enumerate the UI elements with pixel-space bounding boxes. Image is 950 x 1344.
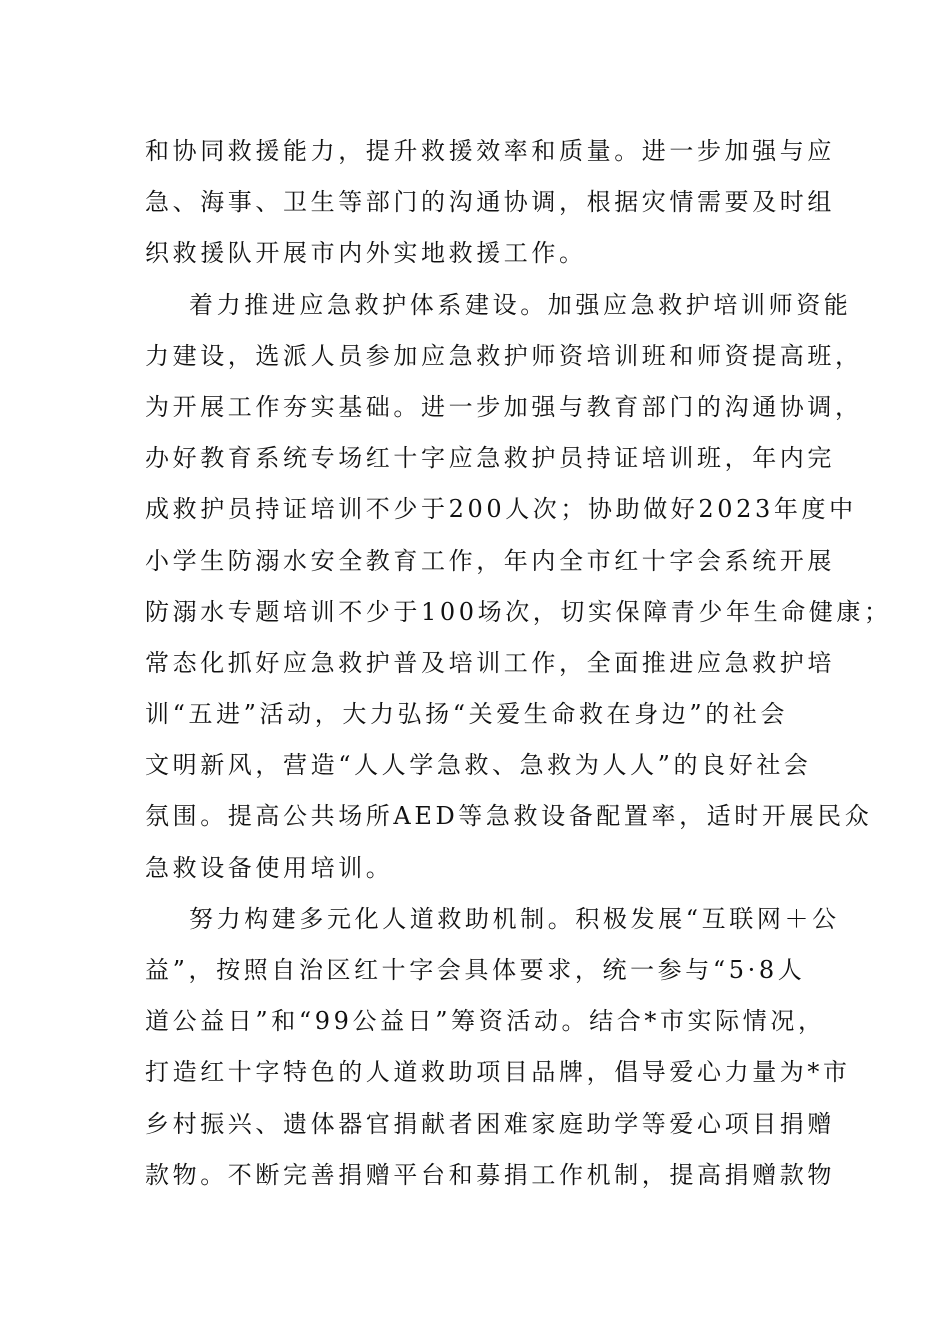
text-line: 成救护员持证培训不少于200人次；协助做好2023年度中 bbox=[145, 495, 857, 524]
text-line: 打造红十字特色的人道救助项目品牌，倡导爱心力量为*市 bbox=[145, 1058, 851, 1087]
text-line: 急救设备使用培训。 bbox=[145, 853, 394, 882]
text-line: 文明新风，营造“人人学急救、急救为人人”的良好社会 bbox=[145, 751, 812, 780]
paragraph-start-line: 着力推进应急救护体系建设。加强应急救护培训师资能 bbox=[189, 290, 852, 319]
text-line: 为开展工作夯实基础。进一步加强与教育部门的沟通协调， bbox=[145, 392, 863, 421]
text-line: 和协同救援能力，提升救援效率和质量。进一步加强与应 bbox=[145, 137, 835, 165]
text-line: 常态化抓好应急救护普及培训工作，全面推进应急救护培 bbox=[145, 648, 835, 677]
text-line: 防溺水专题培训不少于100场次，切实保障青少年生命健康； bbox=[145, 597, 892, 626]
text-line: 训“五进”活动，大力弘扬“关爱生命救在身边”的社会 bbox=[145, 700, 789, 729]
text-line: 织救援队开展市内外实地救援工作。 bbox=[145, 239, 587, 268]
text-line: 益”，按照自治区红十字会具体要求，统一参与“5·8人 bbox=[145, 956, 806, 984]
body-text bbox=[145, 126, 892, 1201]
text-line: 乡村振兴、遗体器官捐献者困难家庭助学等爱心项目捐赠 bbox=[145, 1109, 835, 1138]
text-line: 急、海事、卫生等部门的沟通协调，根据灾情需要及时组 bbox=[145, 188, 835, 217]
text-line: 力建设，选派人员参加应急救护师资培训班和师资提高班， bbox=[145, 341, 863, 370]
text-line: 款物。不断完善捐赠平台和募捐工作机制，提高捐赠款物 bbox=[145, 1160, 835, 1189]
text-line: 小学生防溺水安全教育工作，年内全市红十字会系统开展 bbox=[145, 546, 835, 575]
paragraph-start-line: 努力构建多元化人道救助机制。积极发展“互联网＋公 bbox=[189, 904, 840, 933]
text-line: 道公益日”和“99公益日”筹资活动。结合*市实际情况， bbox=[145, 1007, 826, 1036]
text-line: 氛围。提高公共场所AED等急救设备配置率，适时开展民众 bbox=[145, 802, 873, 831]
text-line: 办好教育系统专场红十字应急救护员持证培训班，年内完 bbox=[145, 444, 835, 473]
